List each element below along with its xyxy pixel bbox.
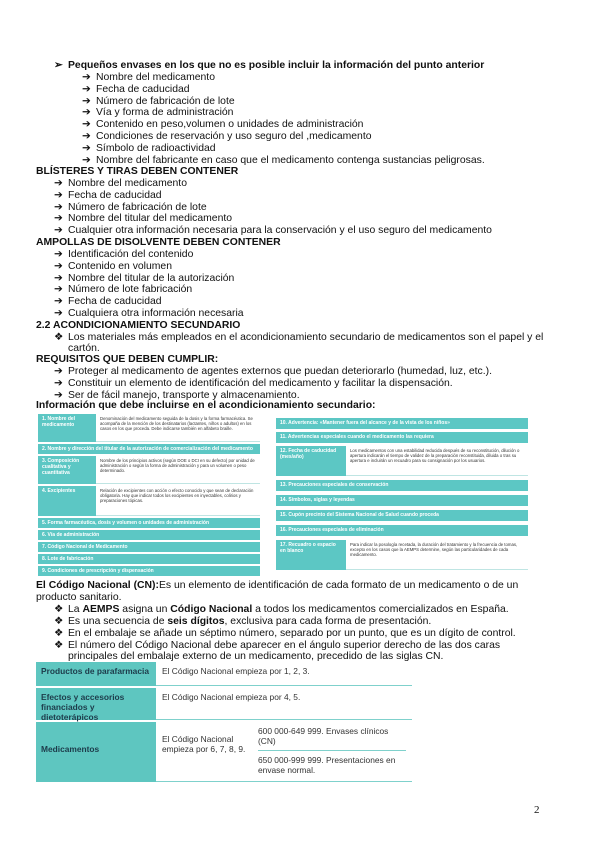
text: Identificación del contenido (68, 249, 194, 260)
arrow-bullet-icon: ➔ (54, 307, 63, 319)
table-row (38, 542, 260, 552)
list-item (54, 249, 244, 261)
arrow-bullet-icon: ➔ (82, 154, 91, 166)
text: 10. Advertencia: «Mantener fuera del alcance y de la vista de los niños» (276, 418, 528, 429)
text: Contenido en volumen (68, 260, 172, 272)
text: Número de fabricación de lote (96, 95, 235, 107)
arrow-bullet-icon: ➔ (54, 272, 63, 284)
info-table-right (276, 418, 528, 576)
arrow-bullet-icon: ➔ (54, 377, 63, 389)
page-number: 2 (534, 804, 540, 816)
text: Ser de fácil manejo, transporte y almacenamiento. (68, 389, 300, 401)
text: 600 000-649 999. Envases clínicos (CN) (258, 726, 406, 751)
arrow-bullet-icon: ➔ (54, 189, 63, 201)
small-containers-heading (54, 60, 484, 72)
text: 5. Forma farmacéutica, dosis y volumen o unidades de administración (38, 518, 260, 528)
text: 13. Precauciones especiales de conservación (276, 480, 528, 491)
text: Los materiales más empleados en el acondicionamiento secundario de medicamentos son el papel y el (68, 332, 544, 343)
text: Símbolo de radioactividad (96, 142, 216, 154)
text: 7. Código Nacional de Medicamento (38, 542, 260, 552)
text: Constituir un elemento de identificación del medicamento y facilitar la dispensación. (68, 377, 453, 389)
text: 1. Nombre del medicamento (38, 414, 96, 442)
requisitos-heading: REQUISITOS QUE DEBEN CUMPLIR: (36, 354, 219, 365)
cn-bullet (54, 604, 509, 616)
table-row (38, 518, 260, 528)
arrow-bullet-icon: ➔ (82, 119, 91, 131)
cn-bullet (54, 616, 431, 628)
text: Nombre del medicamento (68, 178, 187, 189)
text: Es una secuencia de (68, 616, 168, 627)
text: a todos los medicamentos comercializados en España. (252, 604, 509, 615)
text: 9. Condiciones de prescripción y dispensación (38, 566, 260, 576)
table-row (38, 486, 260, 516)
arrow-bullet-icon: ➔ (54, 225, 63, 237)
table-row (38, 530, 260, 540)
text: Condiciones de reservación y uso seguro del ,medicamento (96, 130, 372, 142)
arrow-bullet-icon: ➔ (82, 83, 91, 95)
table-row (36, 688, 412, 720)
info-table-left (38, 414, 260, 576)
list-item (54, 284, 244, 296)
text: El Código Nacional (CN): (36, 580, 159, 591)
cn-subranges (252, 722, 412, 782)
table-row (38, 456, 260, 484)
text: Contenido en peso,volumen o unidades de administración (96, 119, 364, 131)
list-item (82, 96, 485, 108)
diamond-bullet-icon: ❖ (54, 616, 64, 627)
arrowhead-bullet-icon: ➢ (54, 60, 63, 71)
text: 650 000-999 999. Presentaciones en envase normal. (258, 755, 396, 775)
list-item (54, 261, 244, 273)
list-item (54, 202, 492, 214)
table-row (276, 525, 528, 536)
arrow-bullet-icon: ➔ (82, 107, 91, 119)
cn-bullet (54, 628, 516, 640)
text: Código Nacional (170, 604, 253, 615)
table-row (276, 540, 528, 570)
text: La (68, 604, 83, 615)
list-item (82, 72, 485, 84)
list-item (54, 273, 244, 285)
text: Los medicamentos con una estabilidad reducida después de su reconstitución, dilución o apertura indicarán el tiempo de validez de la preparación reconstituida, diluida o tras su apertura e incluirán un recuadro para su consignación por los usuarios. (346, 446, 528, 476)
diamond-bullet-icon: ❖ (54, 640, 64, 651)
text: Proteger al medicamento de agentes externos que puedan deteriorarlo (humedad, luz, etc.). (68, 366, 492, 377)
text: Medicamentos (36, 722, 156, 782)
text: AEMPS (82, 604, 120, 615)
text: seis dígitos (167, 616, 225, 627)
arrow-bullet-icon: ➔ (82, 95, 91, 107)
arrow-bullet-icon: ➔ (54, 296, 63, 308)
list-item (82, 131, 485, 143)
text: Es un elemento de identificación de cada formato de un medicamento o de un (158, 580, 519, 591)
arrow-bullet-icon: ➔ (82, 72, 91, 83)
diamond-bullet-icon: ❖ (54, 332, 64, 343)
text: Productos de parafarmacia (36, 662, 156, 686)
table-row (36, 662, 412, 686)
list-item (54, 296, 244, 308)
list-item (54, 213, 492, 225)
text: 11. Advertencias especiales cuando el medicamento las requiera (276, 432, 528, 443)
text: Fecha de caducidad (96, 83, 190, 95)
arrow-bullet-icon: ➔ (82, 142, 91, 154)
arrow-bullet-icon: ➔ (54, 249, 63, 260)
table-row (276, 480, 528, 491)
list-item (54, 225, 492, 237)
text: Pequeños envases en los que no es posible incluir la información del punto anterior (68, 60, 485, 71)
text: asigna un (119, 604, 171, 615)
text: 8. Lote de fabricación (38, 554, 260, 564)
arrow-bullet-icon: ➔ (54, 284, 63, 296)
arrow-bullet-icon: ➔ (54, 260, 63, 272)
arrow-bullet-icon: ➔ (54, 389, 63, 401)
secundario-bullet-cont: cartón. (68, 343, 100, 354)
table-row (38, 444, 260, 454)
secundario-heading: 2.2 ACONDICIONAMIENTO SECUNDARIO (36, 320, 241, 331)
text: Relación de excipientes con acción o efecto conocido y que sean de declaración obligatoria. Hay que indicar todos los excipientes en inyectables, colirios y preparaciones tópicas. (96, 486, 260, 516)
info-heading: Información que debe incluirse en el acondicionamiento secundario: (36, 400, 376, 411)
text: 2. Nombre y dirección del titular de la autorización de comercialización del medicamento (38, 444, 260, 454)
diamond-bullet-icon: ❖ (54, 628, 64, 639)
text: Número de lote fabricación (68, 284, 193, 296)
list-item (82, 107, 485, 119)
arrow-bullet-icon: ➔ (54, 213, 63, 225)
list-item (82, 155, 485, 167)
text: 3. Composición cualitativa y cuantitativa (38, 456, 96, 484)
text: Nombre del titular del medicamento (68, 213, 233, 225)
arrow-bullet-icon: ➔ (82, 130, 91, 142)
text: Vía y forma de administración (96, 107, 234, 119)
text: Cualquier otra información necesaria para la conservación y el uso seguro del medicamento (68, 225, 492, 237)
table-row (276, 418, 528, 429)
text: Número de fabricación de lote (68, 201, 207, 213)
text: El Código Nacional empieza por 6, 7, 8, 9. (156, 722, 252, 782)
text: Nombre del fabricante en caso que el medicamento contenga sustancias peligrosas. (96, 154, 485, 166)
text: 4. Excipientes (38, 486, 96, 516)
list-item (82, 143, 485, 155)
text: 6. Vía de administración (38, 530, 260, 540)
text: El Código Nacional empieza por 1, 2, 3. (156, 662, 412, 686)
text: Fecha de caducidad (68, 189, 162, 201)
arrow-bullet-icon: ➔ (54, 366, 63, 377)
text: El número del Código Nacional debe aparecer en el ángulo superior derecho de las dos caras (68, 640, 501, 651)
text: Para indicar la posología recetada, la duración del tratamiento y la frecuencia de tomas, excepto en los casos que la AEMPS determine, según las particularidades de cada medicamento. (346, 540, 528, 570)
list-item (82, 84, 485, 96)
text: Fecha de caducidad (68, 296, 162, 308)
text: 14. Símbolos, siglas y leyendas (276, 495, 528, 506)
list-item (54, 366, 492, 378)
table-row (276, 432, 528, 443)
cn-paragraph (36, 580, 518, 592)
table-row (276, 510, 528, 521)
cn-bullet-cont: principales del embalaje externo de un medicamento, precedido de las siglas CN. (68, 651, 444, 662)
table-row (38, 554, 260, 564)
text: Nombre de los principios activos (según DOE o DCI en su defecto) por unidad de administración o según la forma de administración y para un volumen o peso determinado. (96, 456, 260, 484)
cn-paragraph-cont: producto sanitario. (36, 592, 122, 603)
text: Cualquiera otra información necesaria (68, 307, 244, 319)
text: 16. Precauciones especiales de eliminación (276, 525, 528, 536)
secundario-bullet (54, 332, 543, 344)
text: Nombre del medicamento (96, 72, 215, 83)
text: Denominación del medicamento seguida de la dosis y la forma farmacéutica. Se acompaña de la mención de los destinatarios (lactantes, niños o adultos) en los casos en los que proceda. Debe indicarse también en alfabeto braille. (96, 414, 260, 442)
blister-list (54, 178, 492, 237)
text: , exclusiva para cada forma de presentación. (224, 616, 432, 627)
list-item (54, 378, 492, 390)
text: En el embalaje se añade un séptimo número, separado por un punto, que es un dígito de control. (68, 628, 516, 639)
list-item (54, 178, 492, 190)
text: 17. Recuadro o espacio en blanco (276, 540, 346, 570)
list-item (54, 308, 244, 320)
ampollas-heading: AMPOLLAS DE DISOLVENTE DEBEN CONTENER (36, 237, 281, 248)
table-row (36, 722, 412, 782)
table-row (276, 446, 528, 476)
list-item (54, 190, 492, 202)
blister-heading: BLÍSTERES Y TIRAS DEBEN CONTENER (36, 166, 239, 177)
small-containers-list (82, 72, 485, 166)
table-row (38, 414, 260, 442)
text: Efectos y accesorios financiados y dietoterápicos (36, 688, 156, 720)
cn-table (36, 662, 412, 782)
table-row (276, 495, 528, 506)
text: 12. Fecha de caducidad (mes/año) (276, 446, 346, 476)
text: Nombre del titular de la autorización (68, 272, 235, 284)
diamond-bullet-icon: ❖ (54, 604, 64, 615)
requisitos-list (54, 366, 492, 401)
list-item (82, 119, 485, 131)
table-row (38, 566, 260, 576)
text: 15. Cupón precinto del Sistema Nacional de Salud cuando proceda (276, 510, 528, 521)
arrow-bullet-icon: ➔ (54, 201, 63, 213)
arrow-bullet-icon: ➔ (54, 178, 63, 189)
text: El Código Nacional empieza por 4, 5. (156, 688, 412, 720)
ampollas-list (54, 249, 244, 320)
